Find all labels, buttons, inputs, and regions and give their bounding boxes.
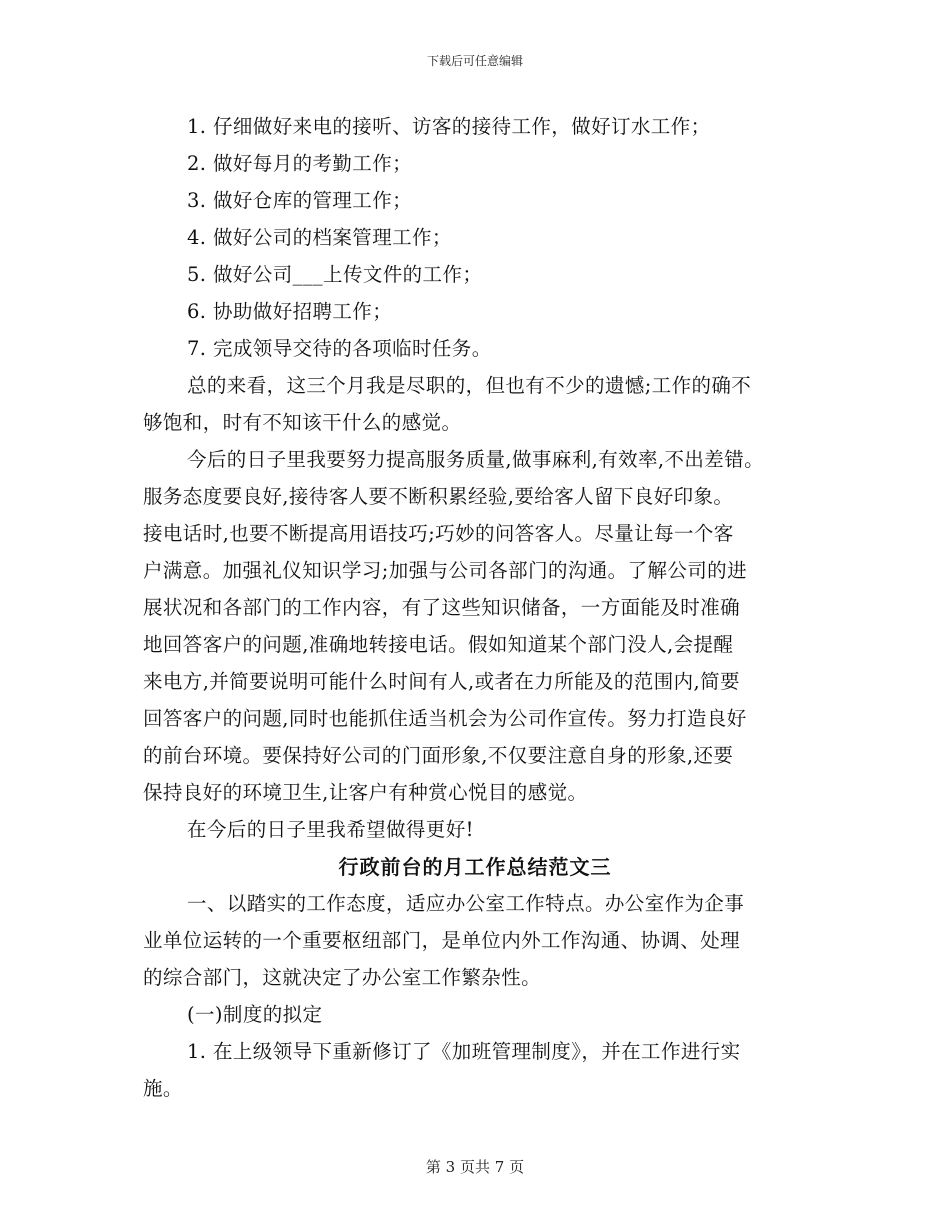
- paragraph-line: 今后的日子里我要努力提高服务质量,做事麻利,有效率,不出差错。: [187, 448, 764, 471]
- paragraph-line: 的前台环境。要保持好公司的门面形象,不仅要注意自身的形象,还要: [143, 744, 734, 767]
- list-item-1: 1. 仔细做好来电的接听、访客的接待工作，做好订水工作；: [187, 115, 711, 138]
- page-footer: 第 3 页共 7 页: [425, 1158, 525, 1176]
- list-item-4: 4. 做好公司的档案管理工作；: [187, 226, 452, 249]
- section-title: 行政前台的月工作总结范文三: [338, 855, 612, 879]
- page-header: 下载后可任意编辑: [426, 54, 523, 68]
- paragraph-line: 施。: [143, 1077, 183, 1100]
- list-item-6: 6. 协助做好招聘工作；: [187, 300, 393, 323]
- list-item-2: 2. 做好每月的考勤工作；: [187, 152, 413, 175]
- paragraph-line: 够饱和，时有不知该干什么的感觉。: [143, 411, 462, 434]
- paragraph-line: 服务态度要良好,接待客人要不断积累经验,要给客人留下良好印象。: [143, 485, 734, 508]
- paragraph-line: 业单位运转的一个重要枢纽部门，是单位内外工作沟通、协调、处理: [143, 929, 741, 952]
- list-item-3: 3. 做好仓库的管理工作；: [187, 189, 413, 212]
- paragraph-line: 保持良好的环境卫生,让客户有种赏心悦目的感觉。: [143, 781, 588, 804]
- paragraph-line: 展状况和各部门的工作内容，有了这些知识储备，一方面能及时准确: [143, 596, 741, 619]
- subsection-heading: (一)制度的拟定: [187, 1003, 323, 1026]
- list-item-5: 5. 做好公司___上传文件的工作；: [187, 263, 483, 286]
- paragraph-line: 在今后的日子里我希望做得更好!: [187, 818, 474, 841]
- paragraph-line: 总的来看，这三个月我是尽职的，但也有不少的遗憾;工作的确不: [187, 374, 752, 397]
- paragraph-line: 来电方,并简要说明可能什么时间有人,或者在力所能及的范围内,简要: [143, 670, 740, 693]
- paragraph-line: 地回答客户的问题,准确地转接电话。假如知道某个部门没人,会提醒: [143, 633, 734, 656]
- list-item-7: 7. 完成领导交待的各项临时任务。: [187, 337, 492, 360]
- paragraph-line: 回答客户的问题,同时也能抓住适当机会为公司作宣传。努力打造良好: [143, 707, 747, 730]
- paragraph-line: 一、以踏实的工作态度，适应办公室工作特点。办公室作为企事: [187, 892, 745, 915]
- paragraph-line: 接电话时,也要不断提高用语技巧;巧妙的问答客人。尽量让每一个客: [143, 522, 734, 545]
- paragraph-line: 户满意。加强礼仪知识学习;加强与公司各部门的沟通。了解公司的进: [143, 559, 747, 582]
- paragraph-line: 的综合部门，这就决定了办公室工作繁杂性。: [143, 966, 542, 989]
- paragraph-line: 1. 在上级领导下重新修订了《加班管理制度》，并在工作进行实: [187, 1040, 741, 1063]
